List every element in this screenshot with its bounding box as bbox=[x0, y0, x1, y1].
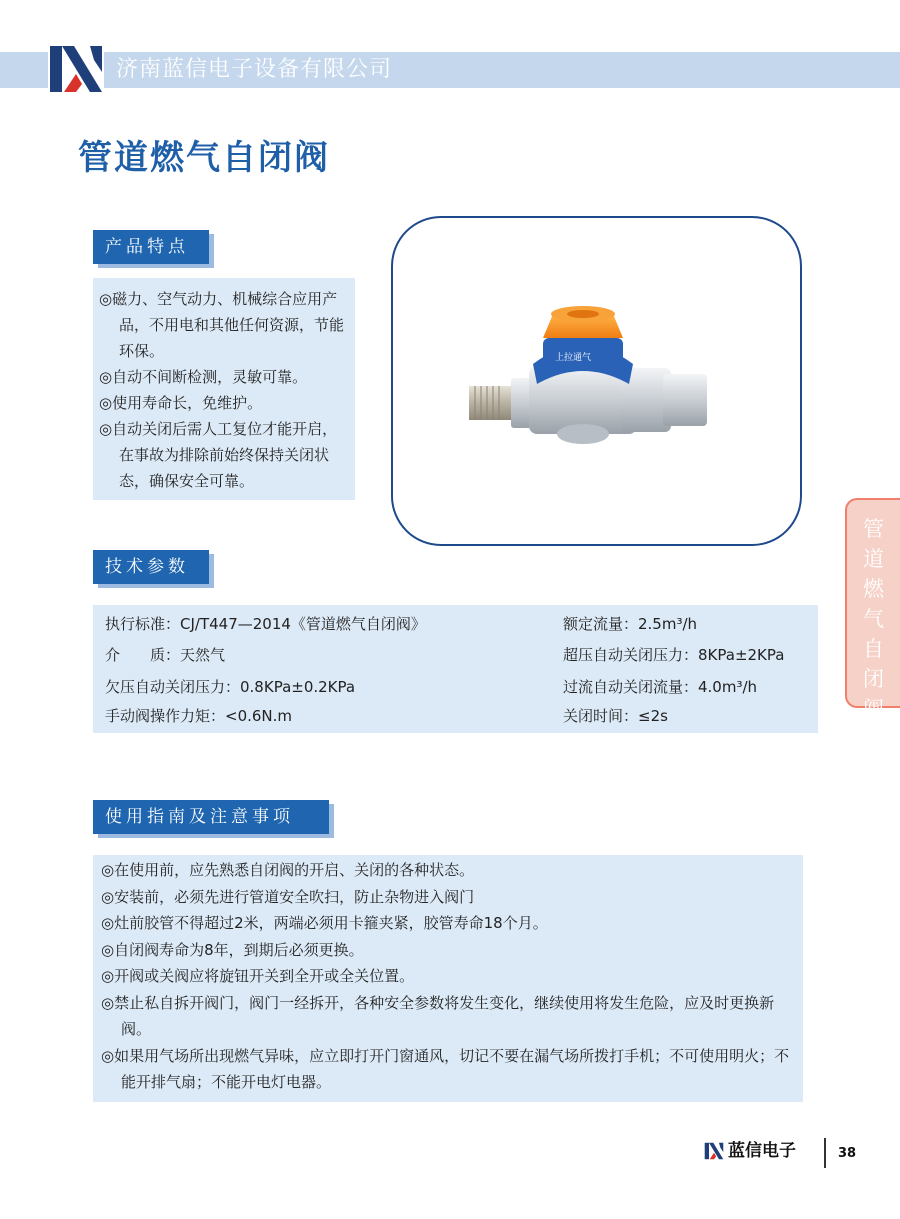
guide-item: ◎如果用气场所出现燃气异味，应立即打开门窗通风，切记不要在漏气场所拨打手机；不可使用明火；不能开排气扇；不能开电灯电器。 bbox=[101, 1046, 790, 1091]
side-tab-char: 燃 bbox=[863, 577, 884, 601]
guide-item: ◎灶前胶管不得超过2米，两端必须用卡箍夹紧，胶管寿命18个月。 bbox=[101, 914, 548, 932]
side-tab-char: 阀 bbox=[863, 697, 884, 721]
spec-standard: 执行标准：CJ/T447—2014《管道燃气自闭阀》 bbox=[105, 615, 426, 633]
spec-close-time: 关闭时间：≤2s bbox=[563, 707, 668, 725]
guide-item: ◎自闭阀寿命为8年，到期后必须更换。 bbox=[101, 940, 364, 959]
guide-heading: 使用指南及注意事项 bbox=[93, 800, 329, 834]
spec-medium: 介 质：天然气 bbox=[105, 646, 226, 664]
footer-divider bbox=[824, 1138, 826, 1168]
feature-item: ◎磁力、空气动力、机械综合应用产品，不用电和其他任何资源，节能环保。 bbox=[99, 290, 345, 360]
spec-overflow: 过流自动关闭流量：4.0m³/h bbox=[563, 678, 758, 696]
guide-item: ◎禁止私自拆开阀门，阀门一经拆开，各种安全参数将发生变化，继续使用将发生危险，应及时更换新阀。 bbox=[101, 993, 775, 1038]
spec-underpressure: 欠压自动关闭压力：0.8KPa±0.2KPa bbox=[105, 678, 356, 696]
features-heading: 产品特点 bbox=[93, 230, 209, 264]
spec-overpressure: 超压自动关闭压力：8KPa±2KPa bbox=[563, 646, 785, 664]
footer-brand: 蓝信电子 bbox=[728, 1141, 796, 1161]
page-title: 管道燃气自闭阀 bbox=[78, 138, 330, 178]
side-tab-char: 管 bbox=[863, 517, 884, 541]
spec-torque: 手动阀操作力矩：<0.6N.m bbox=[105, 707, 293, 725]
side-tab-char: 自 bbox=[863, 637, 884, 661]
footer-logo-icon bbox=[704, 1142, 724, 1160]
guide-item: ◎开阀或关阀应将旋钮开关到全开或全关位置。 bbox=[101, 967, 415, 985]
guide-box bbox=[93, 855, 803, 1102]
side-tab-char: 闭 bbox=[863, 667, 884, 691]
specs-heading: 技术参数 bbox=[93, 550, 209, 584]
side-tab-char: 气 bbox=[863, 607, 884, 631]
product-label-text: 上拉通气 bbox=[555, 353, 592, 363]
page-number: 38 bbox=[838, 1146, 857, 1161]
feature-item: ◎使用寿命长，免维护。 bbox=[99, 394, 263, 412]
product-image-frame bbox=[391, 216, 802, 546]
features-box bbox=[93, 278, 355, 500]
company-name: 济南蓝信电子设备有限公司 bbox=[116, 57, 393, 82]
feature-item: ◎自动关闭后需人工复位才能开启，在事故为排除前始终保持关闭状态，确保安全可靠。 bbox=[99, 420, 338, 490]
feature-item: ◎自动不间断检测，灵敏可靠。 bbox=[99, 368, 308, 386]
specs-box bbox=[93, 605, 818, 733]
gas-valve-photo-icon bbox=[393, 218, 800, 544]
side-category-tab bbox=[845, 498, 900, 721]
side-tab-char: 道 bbox=[863, 547, 884, 571]
guide-item: ◎在使用前，应先熟悉自闭阀的开启、关闭的各种状态。 bbox=[101, 861, 475, 879]
guide-item: ◎安装前，必须先进行管道安全吹扫，防止杂物进入阀门 bbox=[101, 887, 475, 906]
spec-rated-flow: 额定流量：2.5m³/h bbox=[563, 615, 698, 633]
company-logo-icon bbox=[48, 44, 104, 94]
